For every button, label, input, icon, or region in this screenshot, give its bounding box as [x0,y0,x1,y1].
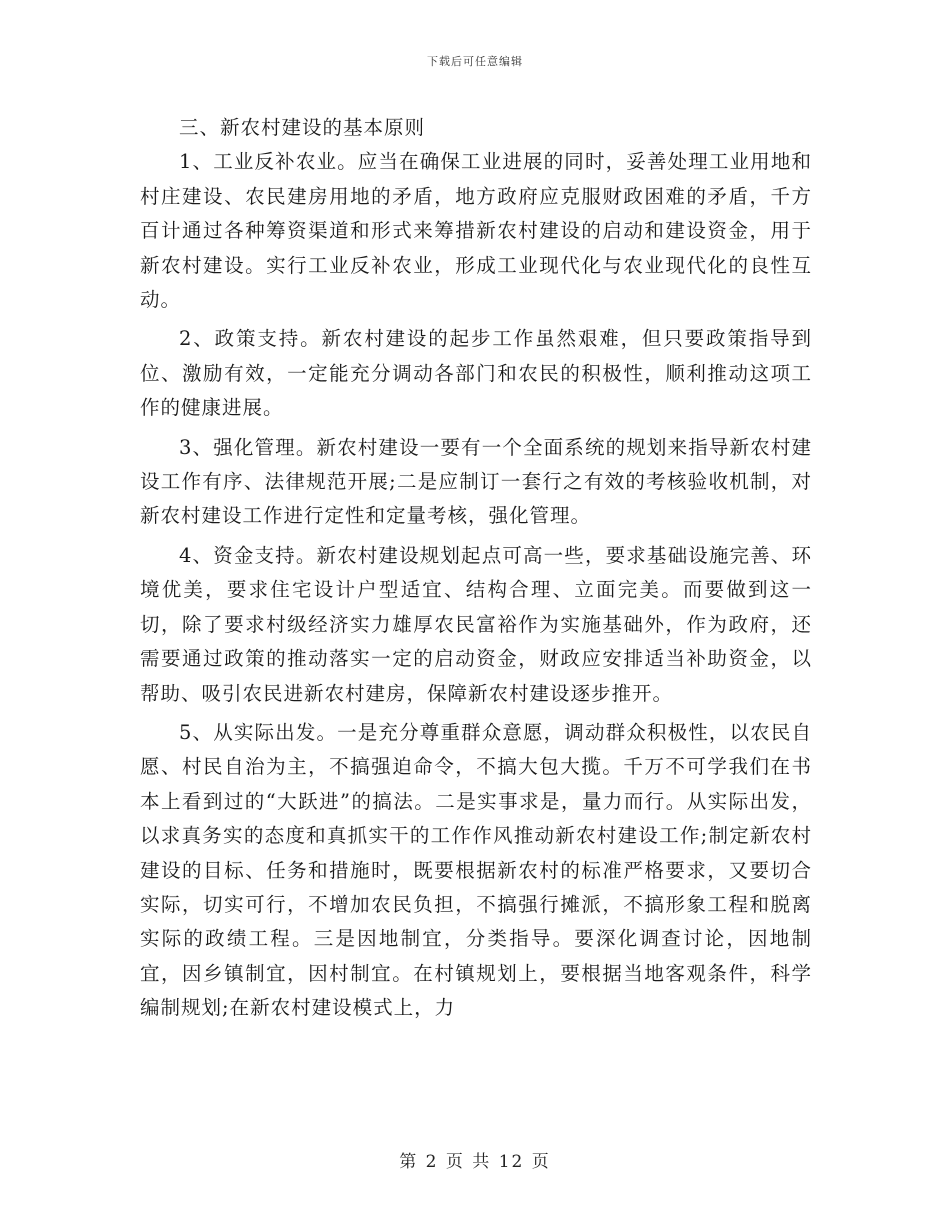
paragraph-principle-3: 3、强化管理。新农村建设一要有一个全面系统的规划来指导新农村建设工作有序、法律规范开展;二是应制订一套行之有效的考核验收机制，对新农村建设工作进行定性和定量考核，强化管理。 [140,435,812,528]
paragraph-principle-2: 2、政策支持。新农村建设的起步工作虽然艰难，但只要政策指导到位、激励有效，一定能充分调动各部门和农民的积极性，顺利推动这项工作的健康进展。 [140,327,812,420]
page-number-footer: 第 2 页 共 12 页 [399,1152,551,1172]
page-header: 下载后可任意编辑 [427,55,523,68]
paragraph-principle-5: 5、从实际出发。一是充分尊重群众意愿，调动群众积极性，以农民自愿、村民自治为主，不搞强迫命令，不搞大包大揽。千万不可学我们在书本上看到过的“大跃进”的搞法。二是实事求是，量力而行。从实际出发，以求真务实的态度和真抓实干的工作作风推动新农村建设工作;制定新农村建设的目标、任务和措施时，既要根据新农村的标准严格要求，又要切合实际，切实可行，不增加农民负担，不搞强行摊派，不搞形象工程和脱离实际的政绩工程。三是因地制宜，分类指导。要深化调查讨论，因地制宜，因乡镇制宜，因村制宜。在村镇规划上，要根据当地客观条件，科学编制规划;在新农村建设模式上，力 [140,720,812,1020]
paragraph-principle-1: 1、工业反补农业。应当在确保工业进展的同时，妥善处理工业用地和村庄建设、农民建房用地的矛盾，地方政府应克服财政困难的矛盾，千方百计通过各种筹资渠道和形式来筹措新农村建设的启动和建设资金，用于新农村建设。实行工业反补农业，形成工业现代化与农业现代化的良性互动。 [140,150,812,312]
paragraph-principle-4: 4、资金支持。新农村建设规划起点可高一些，要求基础设施完善、环境优美，要求住宅设计户型适宜、结构合理、立面完美。而要做到这一切，除了要求村级经济实力雄厚农民富裕作为实施基础外，作为政府，还需要通过政策的推动落实一定的启动资金，财政应安排适当补助资金，以帮助、吸引农民进新农村建房，保障新农村建设逐步推开。 [140,543,812,705]
document-body [140,111,812,1031]
section-heading: 三、新农村建设的基本原则 [179,116,426,139]
